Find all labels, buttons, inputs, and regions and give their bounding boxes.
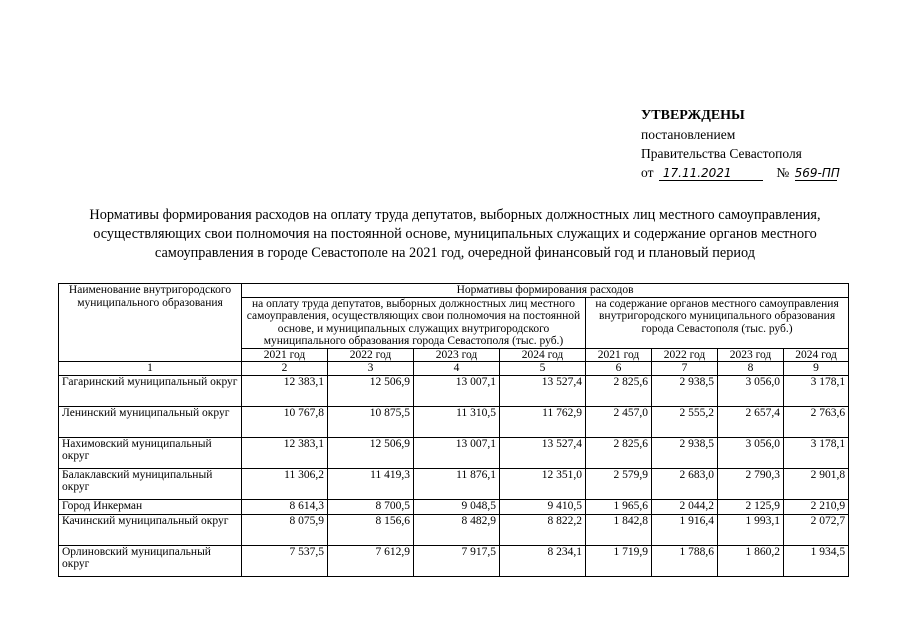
municipality-name: Ленинский муниципальный округ: [59, 406, 242, 437]
value-cell: 2 579,9: [586, 468, 652, 499]
municipality-name: Нахимовский муниципальный округ: [59, 437, 242, 468]
value-cell: 9 410,5: [500, 499, 586, 514]
value-cell: 9 048,5: [414, 499, 500, 514]
value-cell: 7 917,5: [414, 545, 500, 576]
value-cell: 3 056,0: [718, 375, 784, 406]
column-number: 4: [414, 362, 500, 376]
value-cell: 1 788,6: [652, 545, 718, 576]
value-cell: 11 310,5: [414, 406, 500, 437]
year-header: 2024 год: [500, 348, 586, 362]
value-cell: 2 457,0: [586, 406, 652, 437]
value-cell: 1 719,9: [586, 545, 652, 576]
approval-number: 569-ПП: [794, 166, 840, 180]
column-number: 3: [328, 362, 414, 376]
value-cell: 1 934,5: [784, 545, 849, 576]
year-header: 2021 год: [586, 348, 652, 362]
value-cell: 3 178,1: [784, 375, 849, 406]
column-number: 9: [784, 362, 849, 376]
value-cell: 3 056,0: [718, 437, 784, 468]
value-cell: 2 938,5: [652, 375, 718, 406]
value-cell: 8 075,9: [242, 514, 328, 545]
value-cell: 13 527,4: [500, 375, 586, 406]
value-cell: 12 383,1: [242, 437, 328, 468]
value-cell: 12 506,9: [328, 375, 414, 406]
column-number: 7: [652, 362, 718, 376]
value-cell: 1 965,6: [586, 499, 652, 514]
year-header: 2024 год: [784, 348, 849, 362]
year-header: 2022 год: [652, 348, 718, 362]
value-cell: 13 007,1: [414, 375, 500, 406]
column-number-row: [59, 362, 849, 376]
value-cell: 2 657,4: [718, 406, 784, 437]
approval-line-1: постановлением: [641, 127, 736, 142]
value-cell: 8 234,1: [500, 545, 586, 576]
value-cell: 2 072,7: [784, 514, 849, 545]
value-cell: 2 825,6: [586, 437, 652, 468]
value-cell: 2 938,5: [652, 437, 718, 468]
value-cell: 2 683,0: [652, 468, 718, 499]
document-title: Нормативы формирования расходов на оплату труда депутатов, выборных должностных лиц местного самоуправления, осуществляющих свои полномочия на постоянной основе, муниципальных служащих и содержание органов местного самоуправления в городе Севастополе на 2021 год, очередной финансовый год и плановый период: [89, 207, 821, 261]
municipality-name: Балаклавский муниципальный округ: [59, 468, 242, 499]
value-cell: 2 555,2: [652, 406, 718, 437]
group-header: Нормативы формирования расходов: [242, 284, 849, 298]
value-cell: 8 700,5: [328, 499, 414, 514]
value-cell: 2 125,9: [718, 499, 784, 514]
value-cell: 2 210,9: [784, 499, 849, 514]
table-row: [59, 514, 849, 545]
table-row: [59, 499, 849, 514]
value-cell: 10 875,5: [328, 406, 414, 437]
sub-header-salary: на оплату труда депутатов, выборных должностных лиц местного самоуправления, осуществляющих свои полномочия на постоянной основе, и муниципальных служащих внутригородского муниципального образования города Севастополя (тыс. руб.): [242, 297, 586, 348]
value-cell: 11 306,2: [242, 468, 328, 499]
sub-header-maintenance: на содержание органов местного самоуправления внутригородского муниципального образования города Севастополя (тыс. руб.): [586, 297, 849, 348]
value-cell: 11 762,9: [500, 406, 586, 437]
value-cell: 2 763,6: [784, 406, 849, 437]
column-number: 2: [242, 362, 328, 376]
value-cell: 2 790,3: [718, 468, 784, 499]
municipality-name: Орлиновский муниципальный округ: [59, 545, 242, 576]
approval-date: 17.11.2021: [659, 166, 763, 181]
value-cell: 12 506,9: [328, 437, 414, 468]
value-cell: 12 351,0: [500, 468, 586, 499]
value-cell: 11 419,3: [328, 468, 414, 499]
year-header: 2021 год: [242, 348, 328, 362]
col-name-header: Наименование внутригородского муниципального образования: [59, 284, 242, 362]
value-cell: 8 156,6: [328, 514, 414, 545]
municipality-name: Город Инкерман: [59, 499, 242, 514]
value-cell: 11 876,1: [414, 468, 500, 499]
value-cell: 1 842,8: [586, 514, 652, 545]
table-row: [59, 406, 849, 437]
value-cell: 2 044,2: [652, 499, 718, 514]
value-cell: 2 901,8: [784, 468, 849, 499]
table-row: [59, 437, 849, 468]
approval-line-2: Правительства Севастополя: [641, 146, 802, 161]
norms-table: [58, 283, 849, 577]
year-header: 2022 год: [328, 348, 414, 362]
value-cell: 10 767,8: [242, 406, 328, 437]
approval-date-line: [641, 163, 840, 182]
value-cell: 13 527,4: [500, 437, 586, 468]
column-number: 6: [586, 362, 652, 376]
value-cell: 1 993,1: [718, 514, 784, 545]
table-row: [59, 468, 849, 499]
year-header: 2023 год: [718, 348, 784, 362]
value-cell: 1 860,2: [718, 545, 784, 576]
value-cell: 7 612,9: [328, 545, 414, 576]
value-cell: 13 007,1: [414, 437, 500, 468]
approval-heading: УТВЕРЖДЕНЫ: [641, 108, 745, 123]
column-number: 5: [500, 362, 586, 376]
value-cell: 3 178,1: [784, 437, 849, 468]
column-number: 1: [59, 362, 242, 376]
table-row: [59, 545, 849, 576]
value-cell: 1 916,4: [652, 514, 718, 545]
column-number: 8: [718, 362, 784, 376]
value-cell: 8 482,9: [414, 514, 500, 545]
from-label: от: [641, 165, 654, 180]
municipality-name: Качинский муниципальный округ: [59, 514, 242, 545]
value-cell: 2 825,6: [586, 375, 652, 406]
value-cell: 12 383,1: [242, 375, 328, 406]
approval-stamp: [641, 106, 840, 182]
municipality-name: Гагаринский муниципальный округ: [59, 375, 242, 406]
year-header: 2023 год: [414, 348, 500, 362]
value-cell: 8 614,3: [242, 499, 328, 514]
value-cell: 7 537,5: [242, 545, 328, 576]
value-cell: 8 822,2: [500, 514, 586, 545]
table-row: [59, 375, 849, 406]
number-label: №: [776, 165, 790, 180]
